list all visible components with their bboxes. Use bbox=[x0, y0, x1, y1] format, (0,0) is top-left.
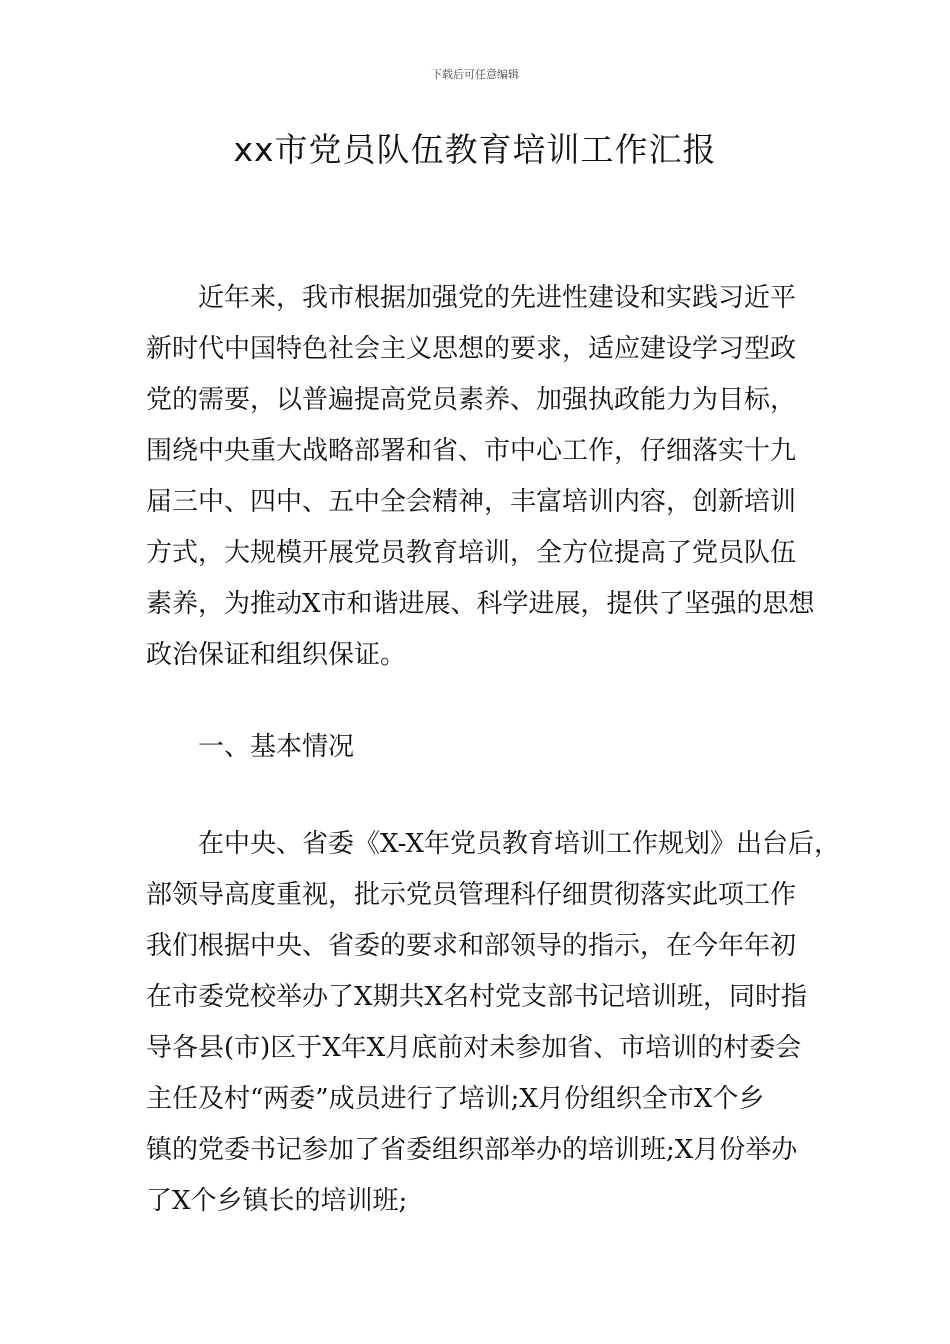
paragraph-line: 近年来，我市根据加强党的先进性建设和实践习近平 bbox=[198, 283, 797, 313]
paragraph-line: 届三中、四中、五中全会精神，丰富培训内容，创新培训 bbox=[146, 487, 797, 517]
paragraph-line: 方式，大规模开展党员教育培训，全方位提高了党员队伍 bbox=[146, 538, 797, 568]
section-heading-text: 一、基本情况 bbox=[198, 732, 355, 762]
paragraph-line: 部领导高度重视，批示党员管理科仔细贯彻落实此项工作 bbox=[146, 880, 797, 910]
document-title: xx市党员队伍教育培训工作汇报 bbox=[233, 130, 717, 169]
paragraph-line: 素养，为推动X市和谐进展、科学进展，提供了坚强的思想 bbox=[146, 589, 815, 619]
section-heading bbox=[146, 722, 836, 773]
paragraph-line: 政治保证和组织保证。 bbox=[146, 640, 407, 670]
paragraph-line: 党的需要，以普遍提高党员素养、加强执政能力为目标， bbox=[146, 385, 797, 415]
page-header-note: 下载后可任意编辑 bbox=[431, 68, 519, 81]
paragraph-line: 镇的党委书记参加了省委组织部举办的培训班;X月份举办 bbox=[146, 1135, 798, 1165]
basic-situation-paragraph bbox=[146, 819, 840, 1227]
paragraph-line: 新时代中国特色社会主义思想的要求，适应建设学习型政 bbox=[146, 334, 797, 364]
paragraph-line: 在市委党校举办了X期共X名村党支部书记培训班，同时指 bbox=[146, 982, 808, 1012]
paragraph-line: 了X个乡镇长的培训班; bbox=[146, 1186, 408, 1216]
intro-paragraph bbox=[146, 273, 836, 681]
paragraph-line: 我们根据中央、省委的要求和部领导的指示，在今年年初 bbox=[146, 931, 797, 961]
paragraph-line: 围绕中央重大战略部署和省、市中心工作，仔细落实十九 bbox=[146, 436, 797, 466]
paragraph-line: 主任及村“两委”成员进行了培训;X月份组织全市X个乡 bbox=[146, 1084, 765, 1114]
paragraph-line: 导各县(市)区于X年X月底前对未参加省、市培训的村委会 bbox=[146, 1033, 802, 1063]
paragraph-line: 在中央、省委《X-X年党员教育培训工作规划》出台后， bbox=[198, 829, 840, 859]
